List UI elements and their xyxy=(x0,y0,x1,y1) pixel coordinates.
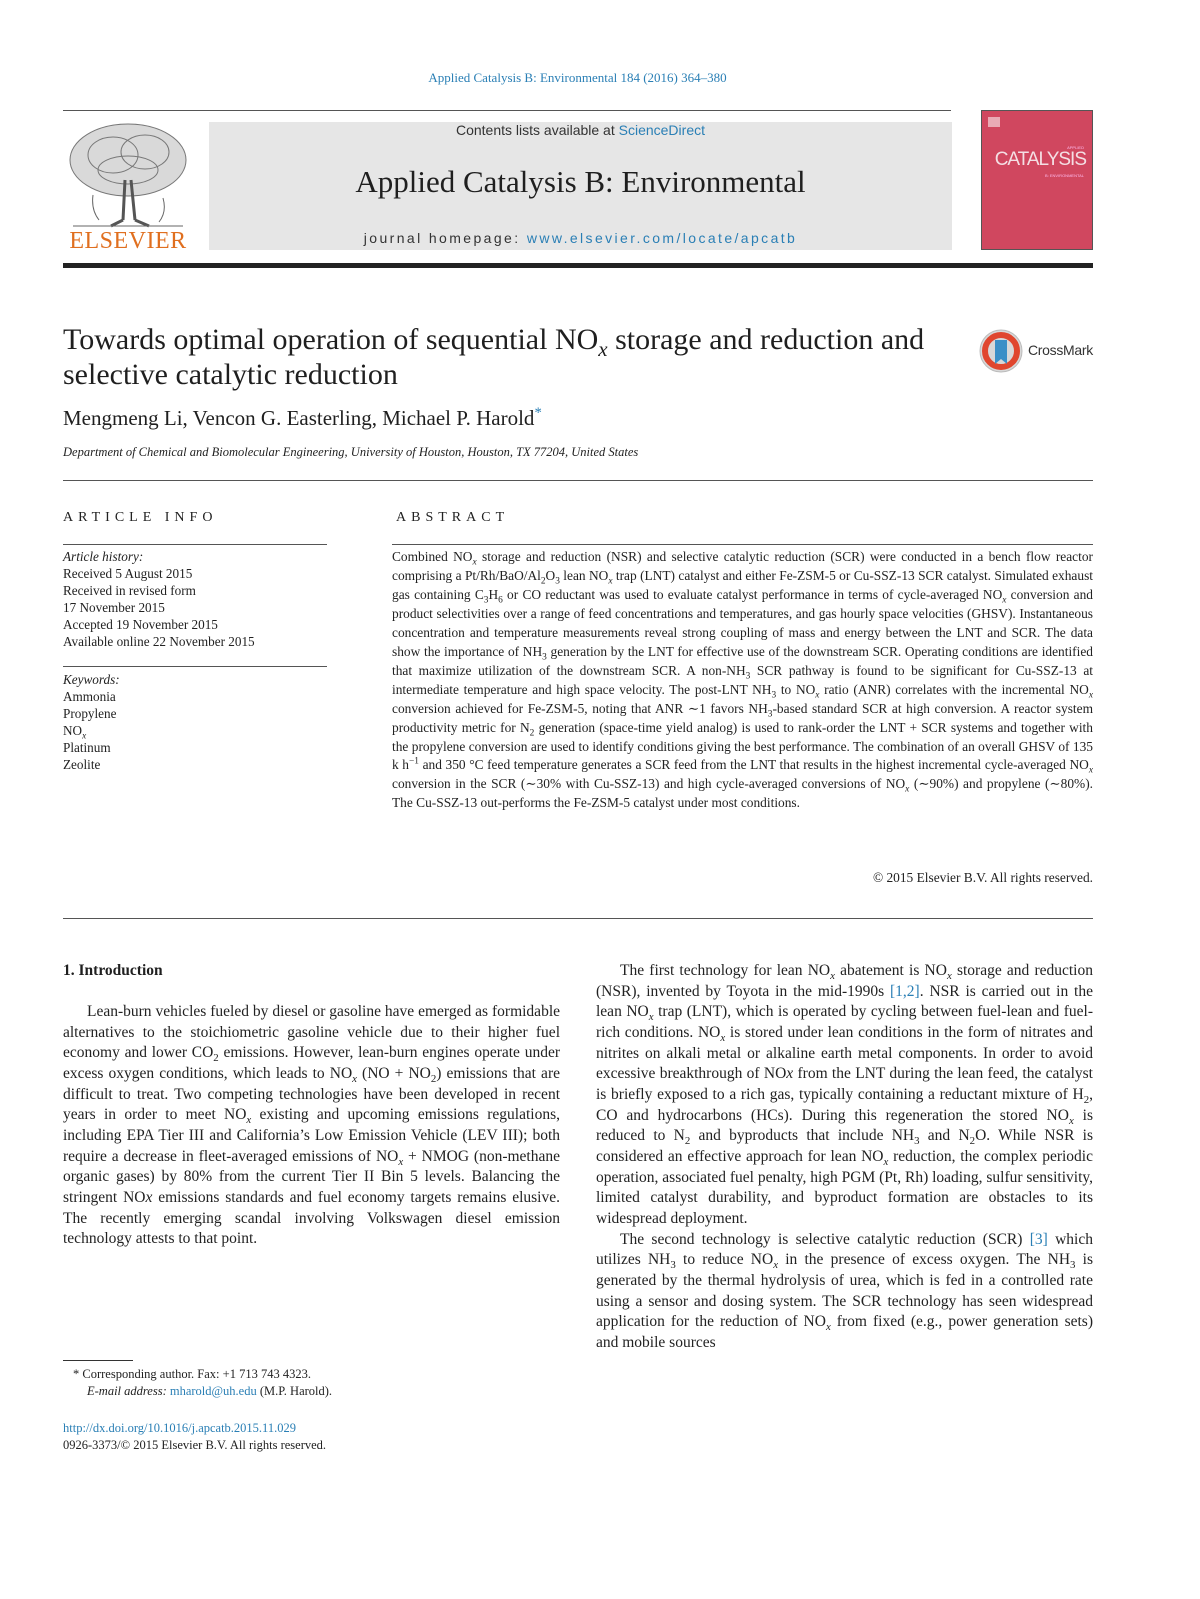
history-item: Accepted 19 November 2015 xyxy=(63,617,218,632)
homepage-prefix: journal homepage: xyxy=(363,230,527,246)
author-email-link[interactable]: mharold@uh.edu xyxy=(169,1384,257,1398)
journal-masthead xyxy=(209,122,952,250)
footnote-text: Corresponding author. Fax: +1 713 743 4323. xyxy=(79,1367,311,1381)
issn-line: 0926-3373/© 2015 Elsevier B.V. All rights reserved. xyxy=(63,1438,327,1452)
abstract-text: Combined $NO_x$ storage and reduction (NSR) and selective catalytic reduction (SCR) were conducted in a bench flow reactor comprising a $Pt/Rh/BaO/Al_2O_3$ lean $NO_x$ trap (LNT) catalyst and either Fe-ZSM-5 or Cu-SSZ-13 SCR catalyst. Simulated exhaust gas containing $C_3H_6$ or CO reductant was used to evaluate catalyst performance in terms of cycle-averaged $NO_x$ conversion and product selectivities over a range of feed concentrations and temperatures, and gas hourly space velocities (GHSV). Instantaneous concentration and temperature measurements reveal strong coupling of mass and energy between the LNT and SCR. The data show the importance of $NH_3$ generation by the LNT for effective use of the downstream SCR. Operating conditions are identified that maximize utilization of the downstream SCR. A non-$NH_3$ SCR pathway is found to be significant for Cu-SSZ-13 at intermediate temperature and high space velocity. The post-LNT $NH_3$ to $NO_x$ ratio (ANR) correlates with the incremental $NO_x$ conversion achieved for Fe-ZSM-5, noting that ANR ∼1 favors $NH_3$-based standard SCR at high conversion. A reactor system productivity metric for $N_2$ generation (space-time yield analog) is used to rank-order the LNT + SCR systems and together with the propylene conversion are used to identify conditions giving the best performance. The combination of an overall GHSV of 135 k $h^{-1}$ and 350 °C feed temperature generates a SCR feed from the LNT that results in the highest incremental cycle-averaged $NO_x$ conversion in the SCR (∼30% with Cu-SSZ-13) and high cycle-averaged conversions of $NO_x$ (∼90%) and propylene (∼80%). The Cu-SSZ-13 out-performs the Fe-ZSM-5 catalyst under most conditions. xyxy=(392,549,1094,811)
history-label: Article history: xyxy=(63,549,144,564)
title-divider xyxy=(63,480,1093,481)
email-label: E-mail address: xyxy=(87,1384,170,1398)
cover-top-label: APPLIED xyxy=(1067,145,1084,150)
elsevier-logo[interactable] xyxy=(63,120,193,255)
abstract-heading: ABSTRACT xyxy=(396,510,510,525)
body-column-right xyxy=(596,961,1093,1353)
article-info-heading: ARTICLE INFO xyxy=(63,510,218,525)
masthead-bottom-rule xyxy=(63,263,1093,268)
sciencedirect-link[interactable]: ScienceDirect xyxy=(618,122,705,138)
homepage-line xyxy=(209,230,952,246)
keywords xyxy=(63,671,120,773)
publisher-wordmark: ELSEVIER xyxy=(69,228,187,254)
crossmark-badge[interactable] xyxy=(978,328,1098,374)
abstract-rule xyxy=(392,544,1093,545)
tree-emblem-icon xyxy=(63,120,193,228)
author-list: Mengmeng Li, Vencon G. Easterling, Michael P. Harold* xyxy=(63,405,542,430)
journal-name: Applied Catalysis B: Environmental xyxy=(355,164,806,199)
cover-logo-icon xyxy=(988,117,1000,127)
article-title: Towards optimal operation of sequential $NO_x$ storage and reduction and selective catalytic reduction xyxy=(63,323,925,391)
journal-cover-thumbnail[interactable] xyxy=(981,110,1093,250)
history-item: 17 November 2015 xyxy=(63,600,165,615)
homepage-link[interactable]: www.elsevier.com/locate/apcatb xyxy=(526,230,798,246)
header-divider xyxy=(63,110,951,111)
email-suffix: (M.P. Harold). xyxy=(256,1384,333,1398)
keyword-item: Ammonia xyxy=(63,689,116,704)
corresponding-author-mark[interactable]: * xyxy=(534,405,542,421)
footnote-rule xyxy=(63,1360,133,1361)
cover-title: CATALYSIS xyxy=(994,149,1086,170)
body-column-left xyxy=(63,1002,560,1250)
abstract-copyright: © 2015 Elsevier B.V. All rights reserved. xyxy=(872,870,1093,885)
doi-block xyxy=(63,1420,326,1454)
contents-line xyxy=(209,122,952,138)
keyword-item: Platinum xyxy=(63,740,111,755)
keywords-label: Keywords: xyxy=(63,672,120,687)
history-item: Received in revised form xyxy=(63,583,196,598)
affiliation: Department of Chemical and Biomolecular Engineering, University of Houston, Houston, TX 77204, United States xyxy=(63,445,639,459)
footnote-mark: * xyxy=(73,1367,80,1381)
doi-link[interactable]: http://dx.doi.org/10.1016/j.apcatb.2015.11.029 xyxy=(63,1421,296,1435)
paragraph: The second technology is selective catalytic reduction (SCR) [3] which utilizes $NH_3$ to reduce $NO_x$ in the presence of excess oxygen. The $NH_3$ is generated by the thermal hydrolysis of urea, which is fed in a controlled rate using a sensor and dosing system. The SCR technology has seen widespread application for the reduction of $NO_x$ from fixed (e.g., power generation sets) and mobile sources xyxy=(596,1230,1093,1351)
contents-prefix: Contents lists available at xyxy=(455,122,619,138)
article-info-rule xyxy=(63,544,327,545)
keyword-item: Zeolite xyxy=(63,757,101,772)
crossmark-label: CrossMark xyxy=(1028,342,1093,358)
history-item: Received 5 August 2015 xyxy=(63,566,193,581)
section-heading-introduction: 1. Introduction xyxy=(63,962,163,979)
abstract-divider xyxy=(63,918,1093,919)
citation-link[interactable]: [3] xyxy=(1029,1230,1048,1248)
corresponding-author-footnote xyxy=(63,1366,332,1400)
paragraph: The first technology for lean $NO_x$ abatement is $NO_x$ storage and reduction (NSR), invented by Toyota in the mid-1990s [1,2]. NSR is carried out in the lean $NO_x$ trap (LNT), which is operated by cycling between fuel-lean and fuel-rich conditions. $NO_x$ is stored under lean conditions in the form of nitrates and nitrites on alkali metal or alkaline earth metal components. In order to avoid excessive breakthrough of NOx from the LNT during the lean feed, the catalyst is briefly exposed to a rich gas, typically containing a reductant mixture of $H_2$, CO and hydrocarbons (HCs). During this regeneration the stored $NO_x$ is reduced to $N_2$ and byproducts that include $NH_3$ and $N_2O$. While NSR is considered an effective approach for lean $NO_x$ reduction, the complex periodic operation, associated fuel penalty, high PGM (Pt, Rh) loading, sulfur sensitivity, limited catalyst durability, and byproduct formation are obstacles to its widespread deployment. xyxy=(596,962,1094,1227)
paragraph: Lean-burn vehicles fueled by diesel or gasoline have emerged as formidable alternatives to the stoichiometric gasoline vehicle due to their higher fuel economy and lower $CO_2$ emissions. However, lean-burn engines operate under excess oxygen conditions, which leads to $NO_x$ $(NO + NO_2)$ emissions that are difficult to treat. Two competing technologies have been developed in recent years in order to meet $NO_x$ existing and upcoming emissions regulations, including EPA Tier III and California’s Low Emission Vehicle (LEV III); both require a decrease in fleet-averaged emissions of $NO_x$ + NMOG (non-methane organic gases) by 80% from the current Tier II Bin 5 levels. Balancing the stringent NOx emissions standards and fuel economy targets remains elusive. The recently emerging scandal involving Volkswagen diesel emission technology attests to that point. xyxy=(63,1003,560,1248)
cover-subtitle: B: ENVIRONMENTAL xyxy=(1044,173,1084,178)
article-history xyxy=(63,548,255,650)
keyword-item: Propylene xyxy=(63,706,117,721)
keywords-rule xyxy=(63,666,327,667)
citation-link[interactable]: [1,2] xyxy=(890,982,920,1000)
history-item: Available online 22 November 2015 xyxy=(63,634,255,649)
journal-citation[interactable]: Applied Catalysis B: Environmental 184 (2016) 364–380 xyxy=(428,70,727,85)
crossmark-icon xyxy=(978,328,1024,374)
keyword-item: $NO_x$ xyxy=(63,723,87,741)
